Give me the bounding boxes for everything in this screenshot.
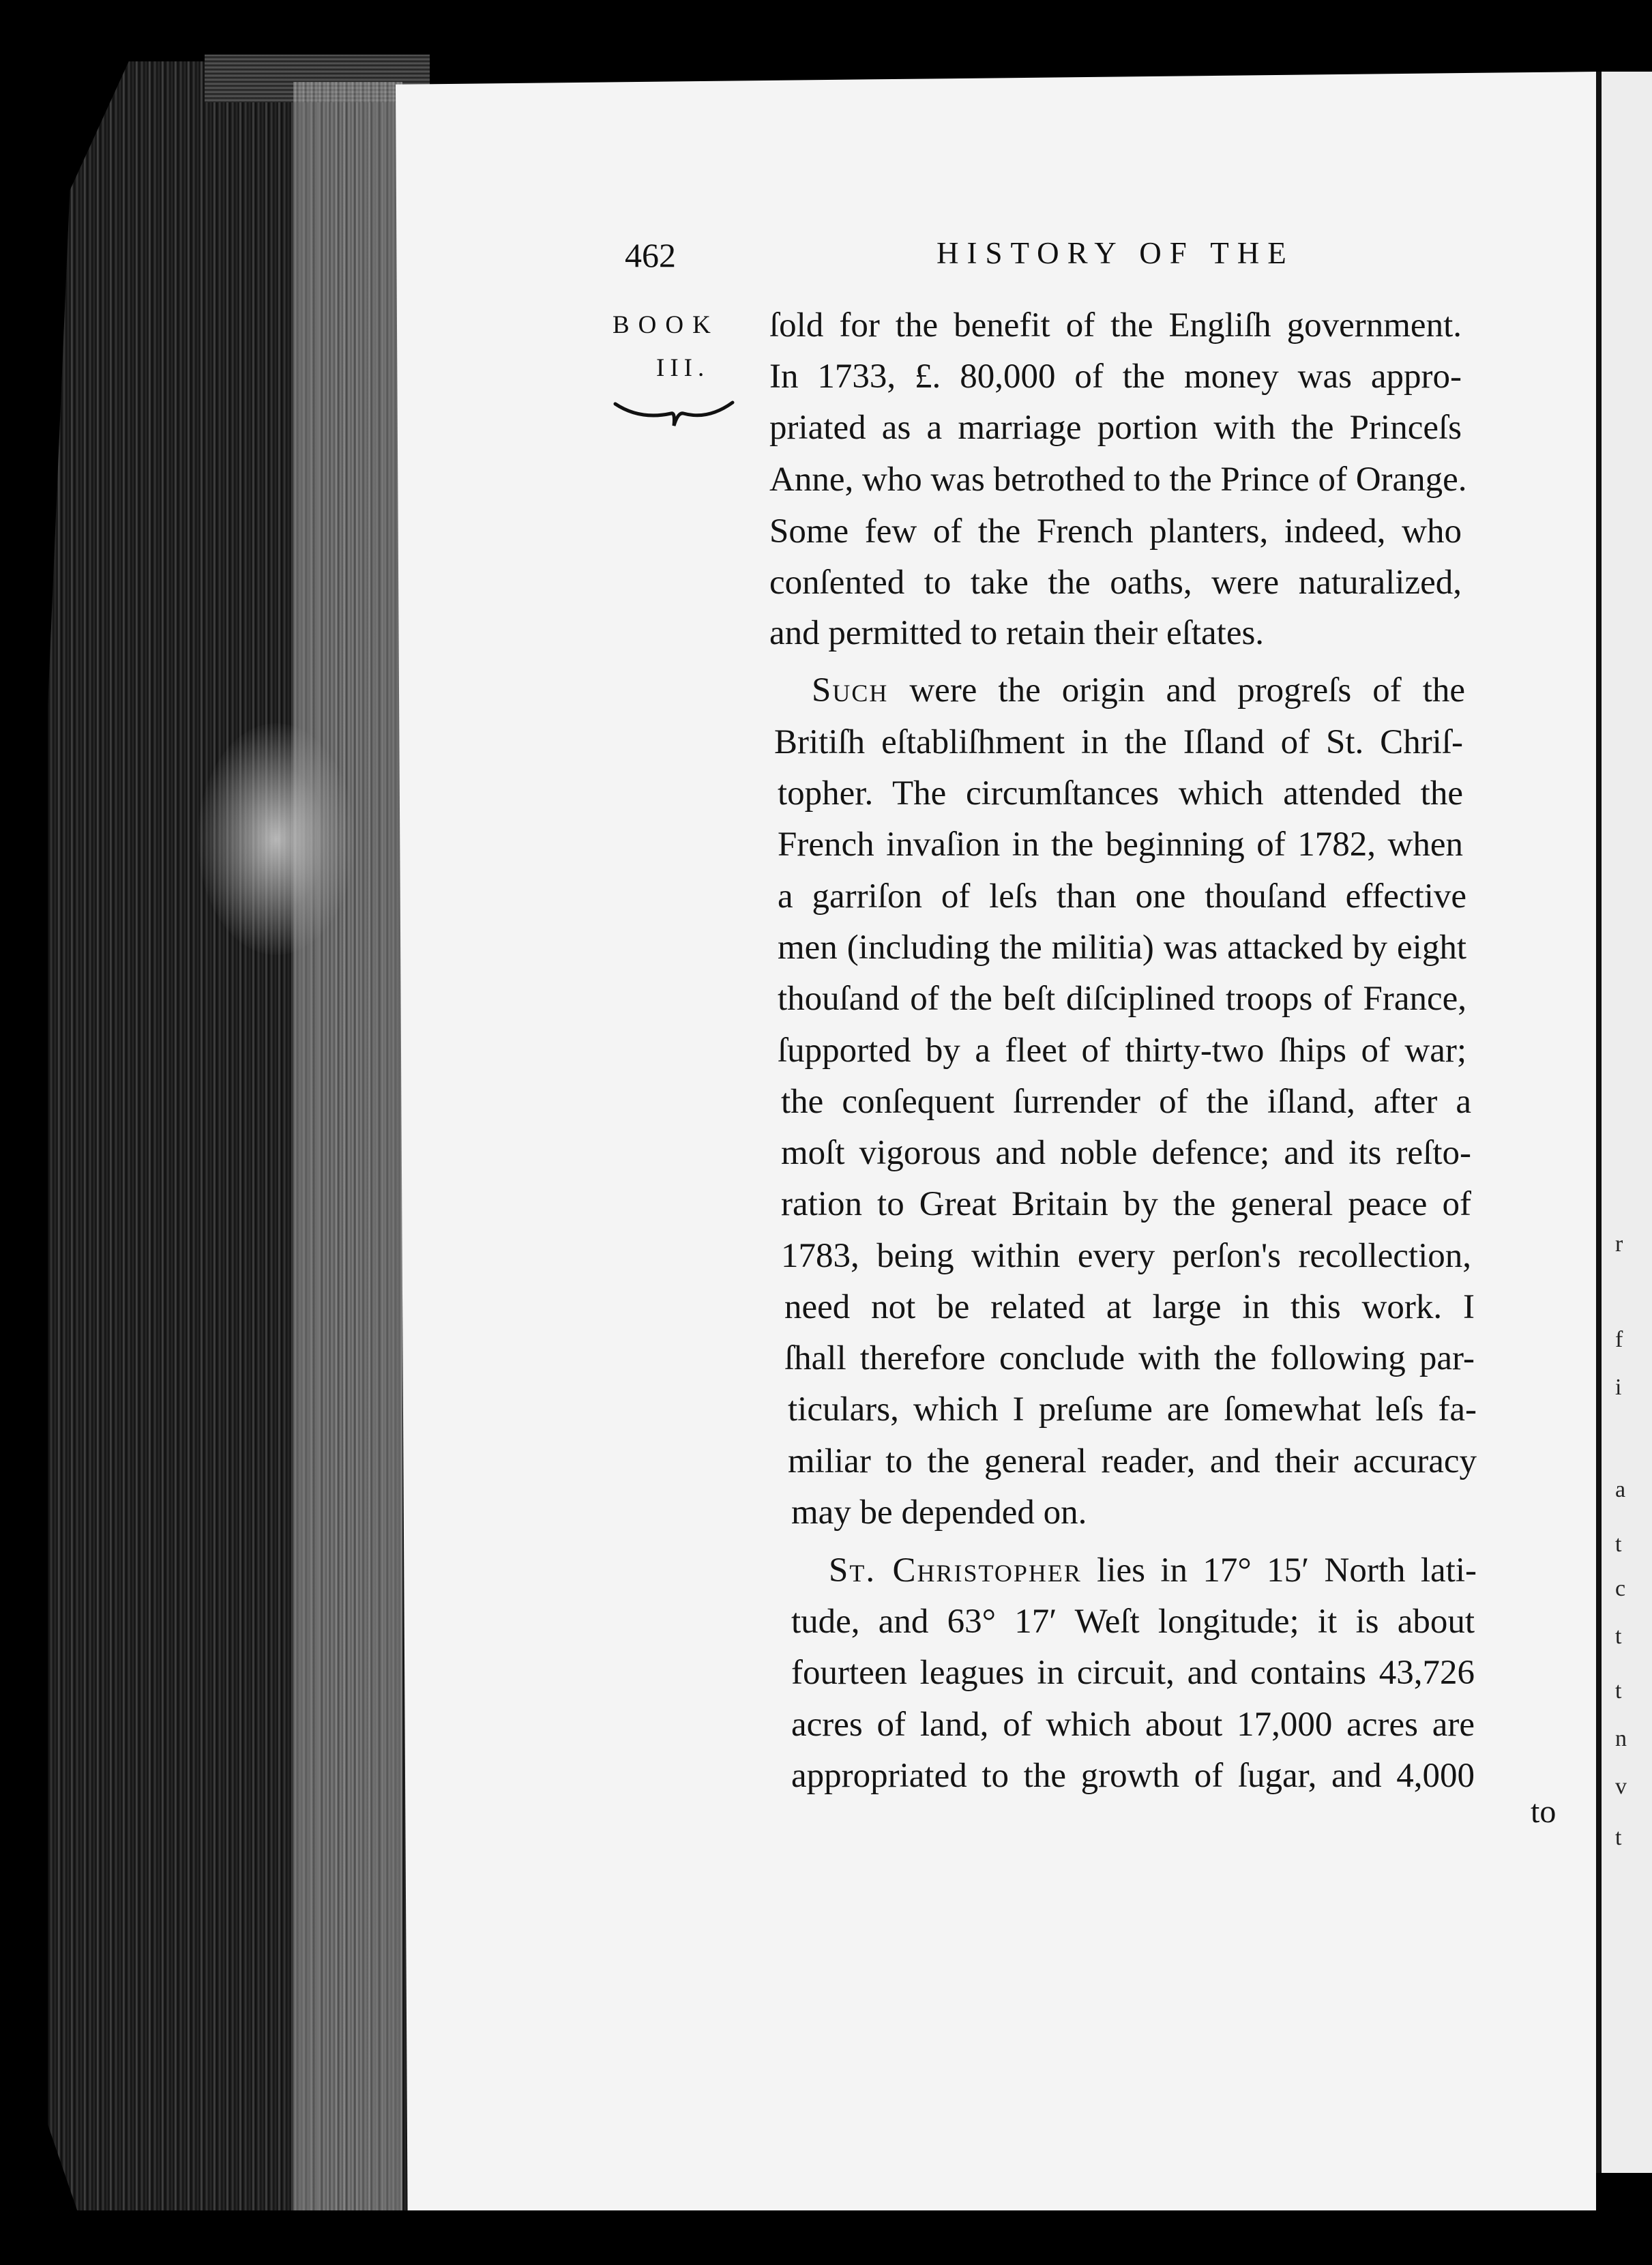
body-line: conſented to take the oaths, were naturalized, xyxy=(769,564,1462,602)
body-line: Anne, who was betrothed to the Prince of Orange. xyxy=(769,461,1467,499)
body-line: St. Christopher lies in 17° 15′ North lati- xyxy=(829,1551,1477,1590)
adjacent-page-fragment: v xyxy=(1615,1774,1627,1799)
body-line: French invaſion in the beginning of 1782, when xyxy=(778,825,1463,864)
curly-brace-ornament xyxy=(613,389,735,430)
body-line: thouſand of the beſt diſciplined troops of France, xyxy=(778,980,1466,1018)
body-line: miliar to the general reader, and their accuracy xyxy=(788,1442,1477,1480)
body-line: ſold for the benefit of the Engliſh government. xyxy=(769,306,1462,345)
body-line: priated as a marriage portion with the Princeſs xyxy=(769,409,1462,447)
adjacent-page-fragment: f xyxy=(1615,1327,1623,1352)
body-line: Such were the origin and progreſs of the xyxy=(812,671,1465,710)
running-title: HISTORY OF THE xyxy=(936,236,1295,270)
body-line: appropriated to the growth of ſugar, and 4,000 xyxy=(791,1757,1475,1795)
adjacent-page-fragment: n xyxy=(1615,1726,1627,1751)
body-line: the conſequent ſurrender of the iſland, after a xyxy=(781,1083,1471,1121)
book-number: III. xyxy=(656,354,710,382)
body-line: tude, and 63° 17′ Weſt longitude; it is about xyxy=(791,1603,1475,1641)
adjacent-page-fragment: t xyxy=(1615,1678,1622,1704)
adjacent-page-fragment: t xyxy=(1615,1624,1622,1649)
adjacent-page-fragment: t xyxy=(1615,1825,1622,1850)
body-line: ticulars, which I preſume are ſomewhat leſs fa- xyxy=(788,1390,1477,1429)
body-line: need not be related at large in this work. I xyxy=(784,1288,1475,1326)
body-line: ſupported by a fleet of thirty-two ſhips of war; xyxy=(778,1032,1466,1070)
adjacent-page-strip xyxy=(1596,72,1652,2173)
body-line: topher. The circumſtances which attended the xyxy=(778,774,1463,813)
page-number: 462 xyxy=(625,236,676,274)
catchword: to xyxy=(1531,1794,1557,1830)
book-label: BOOK xyxy=(613,311,720,339)
page-edges-highlight xyxy=(293,82,402,2210)
adjacent-page-fragment: i xyxy=(1615,1375,1622,1400)
body-line: 1783, being within every perſon's recollection, xyxy=(781,1237,1471,1275)
body-line: Britiſh eſtabliſhment in the Iſland of St. Chriſ- xyxy=(774,723,1463,761)
adjacent-page-fragment: c xyxy=(1615,1576,1626,1601)
body-line: ſhall therefore conclude with the following par- xyxy=(784,1339,1475,1377)
paper-stain xyxy=(198,723,355,955)
body-line: In 1733, £. 80,000 of the money was appro- xyxy=(769,357,1462,396)
body-line: ration to Great Britain by the general peace of xyxy=(781,1185,1471,1223)
body-line: Some few of the French planters, indeed, who xyxy=(769,512,1462,551)
body-line: and permitted to retain their eſtates. xyxy=(769,614,1265,652)
body-line: fourteen leagues in circuit, and contains 43,726 xyxy=(791,1654,1475,1692)
body-line: may be depended on. xyxy=(791,1493,1087,1532)
body-line: men (including the militia) was attacked by eight xyxy=(778,929,1466,967)
body-line: moſt vigorous and noble defence; and its reſto- xyxy=(781,1134,1471,1172)
adjacent-page-fragment: t xyxy=(1615,1532,1622,1557)
body-line: a garriſon of leſs than one thouſand effective xyxy=(778,877,1466,916)
adjacent-page-fragment: r xyxy=(1615,1231,1623,1257)
adjacent-page-fragment: a xyxy=(1615,1477,1626,1502)
body-line: acres of land, of which about 17,000 acres are xyxy=(791,1706,1475,1744)
